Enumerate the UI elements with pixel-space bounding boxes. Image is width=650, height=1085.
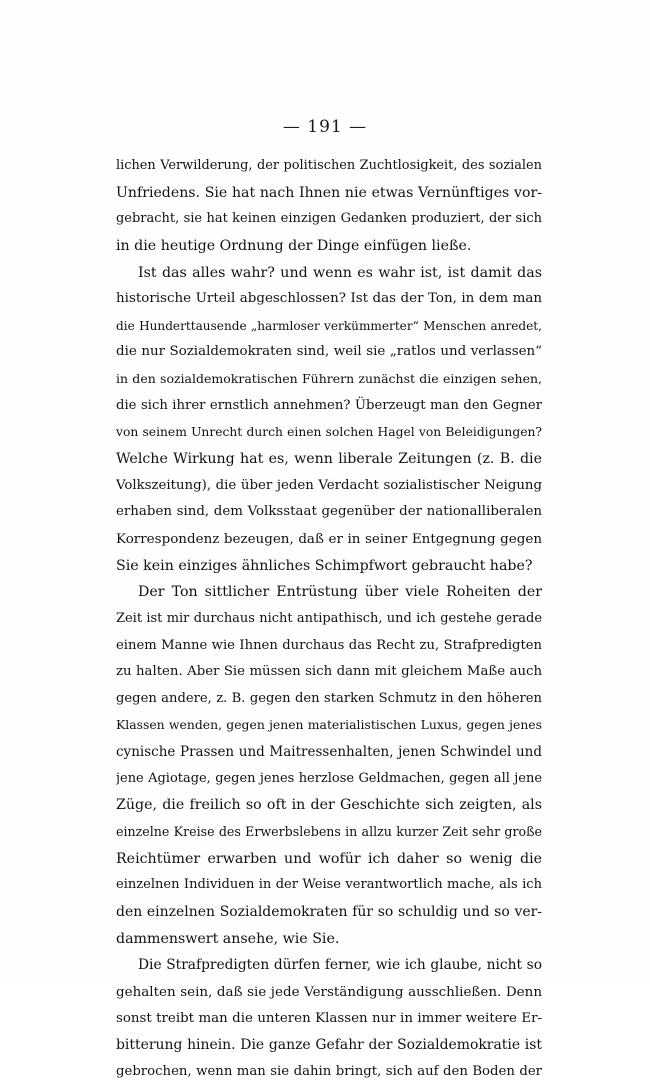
text-line: einem Manne wie Ihnen durchaus das Recht zu, Strafpredigten [116, 637, 542, 653]
text-line: gebracht, sie hat keinen einzigen Gedanken produziert, der sich [116, 211, 542, 227]
text-line: von seinem Unrecht durch einen solchen Hagel von Beleidigungen? [116, 425, 542, 440]
text-line: Reichtümer erwarben und wofür ich daher so wenig die [116, 850, 542, 867]
text-line: erhaben sind, dem Volksstaat gegenüber der nationalliberalen [116, 504, 542, 520]
text-line: Welche Wirkung hat es, wenn liberale Zeitungen (z. B. die [116, 451, 542, 468]
text-line: jene Agiotage, gegen jenes herzlose Geldmachen, gegen all jene [116, 770, 542, 786]
text-line: Volkszeitung), die über jeden Verdacht sozialistischer Neigung [116, 477, 542, 493]
text-line: Zeit ist mir durchaus nicht antipathisch, und ich gestehe gerade [116, 610, 542, 626]
text-line: gegen andere, z. B. gegen den starken Schmutz in den höheren [116, 690, 542, 706]
text-line: in die heutige Ordnung der Dinge einfügen ließe. [116, 237, 472, 254]
text-line: einzelnen Individuen in der Weise verantwortlich mache, als ich [116, 877, 542, 893]
text-line: zu halten. Aber Sie müssen sich dann mit gleichem Maße auch [116, 664, 542, 680]
text-line: cynische Prassen und Maitressenhalten, jenen Schwindel und [116, 744, 542, 761]
text-line: in den sozialdemokratischen Führern zunächst die einzigen sehen, [116, 371, 542, 387]
text-line: Korrespondenz bezeugen, daß er in seiner Entgegnung gegen [116, 530, 542, 547]
page-number: — 191 — [282, 117, 368, 137]
text-line: Ist das alles wahr? und wenn es wahr ist, ist damit das [138, 264, 542, 281]
text-line: die sich ihrer ernstlich annehmen? Überzeugt man den Gegner [116, 397, 542, 413]
body-text [116, 153, 542, 1085]
text-line: sonst treibt man die unteren Klassen nur in immer weitere Er- [116, 1010, 542, 1026]
text-line: bitterung hinein. Die ganze Gefahr der Sozialdemokratie ist [116, 1037, 542, 1054]
text-line: Züge, die freilich so oft in der Geschichte sich zeigten, als [116, 797, 542, 814]
text-line: gebrochen, wenn man sie dahin bringt, sich auf den Boden der [116, 1063, 542, 1079]
text-line: die nur Sozialdemokraten sind, weil sie „ratlos und verlassen“ [116, 344, 542, 360]
text-line: einzelne Kreise des Erwerbslebens in allzu kurzer Zeit sehr große [116, 824, 542, 840]
text-line: historische Urteil abgeschlossen? Ist das der Ton, in dem man [116, 291, 542, 307]
text-line: Klassen wenden, gegen jenen materialistischen Luxus, gegen jenes [116, 717, 542, 733]
text-line: Die Strafpredigten dürfen ferner, wie ich glaube, nicht so [138, 957, 542, 974]
text-line: dammenswert ansehe, wie Sie. [116, 930, 340, 947]
text-line: Unfriedens. Sie hat nach Ihnen nie etwas Vernünftiges vor- [116, 184, 542, 201]
text-line: den einzelnen Sozialdemokraten für so schuldig und so ver- [116, 903, 542, 920]
text-line: gehalten sein, daß sie jede Verständigung ausschließen. Denn [116, 983, 542, 1000]
text-line: Der Ton sittlicher Entrüstung über viele Roheiten der [138, 584, 542, 601]
text-line: Sie kein einziges ähnliches Schimpfwort gebraucht habe? [116, 557, 533, 574]
text-line: die Hunderttausende „harmloser verkümmerter“ Menschen anredet, [116, 318, 542, 333]
text-line: lichen Verwilderung, der politischen Zuchtlosigkeit, des sozialen [116, 158, 542, 173]
